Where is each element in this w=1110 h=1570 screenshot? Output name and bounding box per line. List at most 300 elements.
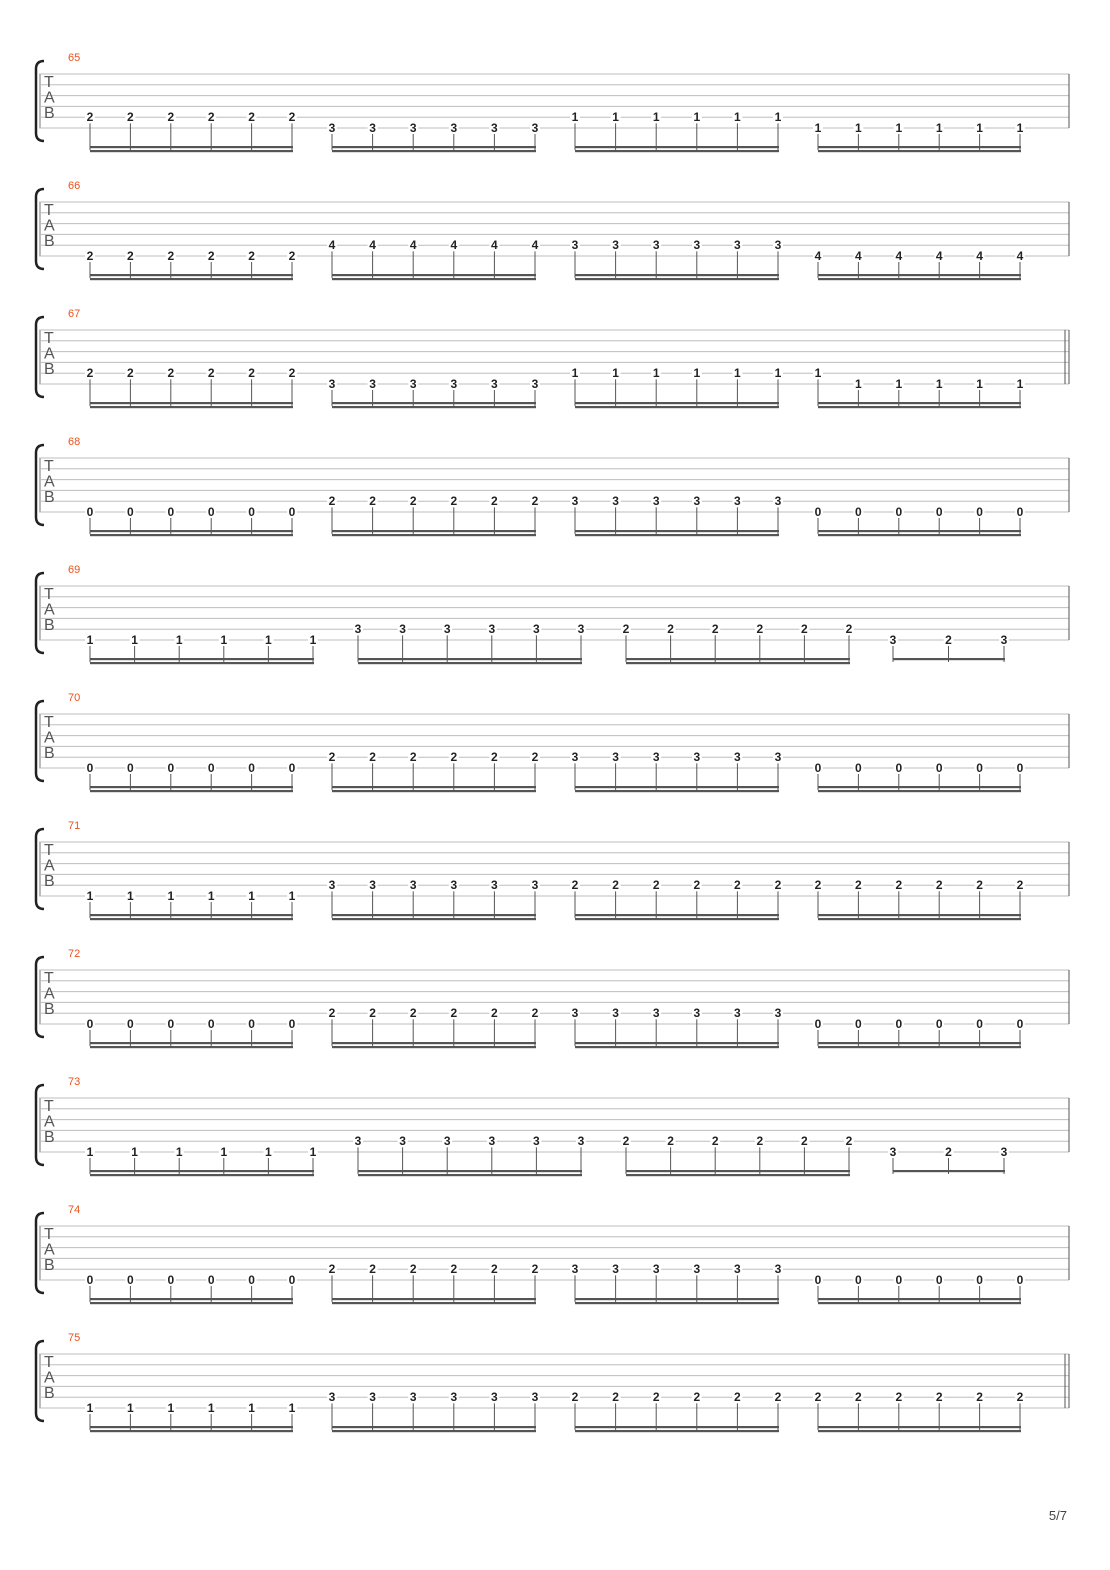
fret-number: 1 xyxy=(127,1401,134,1415)
tab-clef-letter: A xyxy=(44,345,55,363)
fret-number: 2 xyxy=(248,110,255,125)
fret-number: 3 xyxy=(693,750,701,765)
fret-number: 2 xyxy=(976,878,983,893)
fret-number: 3 xyxy=(734,238,741,253)
fret-number: 1 xyxy=(86,889,94,903)
fret-number: 2 xyxy=(711,1134,719,1149)
beam xyxy=(90,918,293,920)
fret-number: 3 xyxy=(774,1006,782,1021)
fret-number: 2 xyxy=(450,1006,458,1021)
fret-number: 0 xyxy=(935,761,943,775)
fret-number: 3 xyxy=(734,1006,741,1021)
fret-number: 1 xyxy=(309,633,317,647)
beam xyxy=(332,278,536,280)
fret-number: 3 xyxy=(450,878,458,893)
fret-number: 3 xyxy=(450,377,458,391)
fret-number: 1 xyxy=(976,121,983,135)
fret-number: 2 xyxy=(935,878,943,893)
beam xyxy=(575,274,779,276)
fret-number: 2 xyxy=(288,110,296,125)
fret-number: 2 xyxy=(622,1134,630,1149)
fret-number: 3 xyxy=(531,121,539,135)
fret-number: 3 xyxy=(328,1390,336,1405)
fret-number: 4 xyxy=(855,249,862,263)
fret-number: 1 xyxy=(935,377,943,391)
fret-number: 4 xyxy=(976,249,983,263)
fret-number: 1 xyxy=(127,889,134,903)
fret-number: 3 xyxy=(533,1134,540,1149)
fret-number: 1 xyxy=(855,121,862,135)
tab-clef-letter: B xyxy=(44,489,55,506)
fret-number: 1 xyxy=(612,110,619,125)
fret-number: 1 xyxy=(571,366,579,381)
beam xyxy=(332,406,536,408)
fret-number: 3 xyxy=(652,750,660,765)
fret-number: 0 xyxy=(207,505,215,519)
tab-clef-letter: B xyxy=(44,1257,55,1274)
fret-number: 2 xyxy=(409,750,417,765)
fret-number: 0 xyxy=(855,505,862,519)
beam xyxy=(332,1298,536,1300)
fret-number: 2 xyxy=(814,878,822,893)
fret-number: 3 xyxy=(652,238,660,253)
fret-number: 1 xyxy=(207,1401,215,1415)
fret-number: 3 xyxy=(571,1262,579,1277)
fret-number: 1 xyxy=(167,1401,175,1415)
fret-number: 2 xyxy=(571,878,579,893)
beam xyxy=(90,1042,293,1044)
fret-number: 4 xyxy=(328,238,336,253)
fret-number: 1 xyxy=(652,110,660,125)
beam xyxy=(332,1042,536,1044)
fret-number: 2 xyxy=(127,110,134,125)
fret-number: 3 xyxy=(491,878,498,893)
fret-number: 3 xyxy=(612,1262,619,1277)
tab-clef-letter: A xyxy=(44,601,55,619)
fret-number: 1 xyxy=(1016,121,1024,135)
beam xyxy=(575,918,779,920)
beam xyxy=(332,790,536,792)
beam xyxy=(332,146,536,148)
beam xyxy=(90,662,314,664)
fret-number: 0 xyxy=(86,1273,94,1287)
fret-number: 0 xyxy=(167,1273,175,1287)
fret-number: 3 xyxy=(734,750,741,765)
fret-number: 1 xyxy=(895,377,903,391)
beam xyxy=(358,658,582,660)
tab-clef-letter: B xyxy=(44,1385,55,1402)
fret-number: 4 xyxy=(814,249,822,263)
tab-system xyxy=(36,1076,1069,1176)
fret-number: 1 xyxy=(612,366,619,381)
fret-number: 3 xyxy=(693,1006,701,1021)
tab-clef-letter: T xyxy=(44,714,54,731)
fret-number: 3 xyxy=(652,494,660,509)
fret-number: 1 xyxy=(1016,377,1024,391)
fret-number: 3 xyxy=(889,1145,897,1159)
beam xyxy=(332,1046,536,1048)
fret-number: 3 xyxy=(450,121,458,135)
beam xyxy=(575,1046,779,1048)
tab-clef-letter: B xyxy=(44,1129,55,1146)
fret-number: 0 xyxy=(167,761,175,775)
fret-number: 3 xyxy=(1000,633,1008,647)
beam xyxy=(332,786,536,788)
tab-clef-letter: A xyxy=(44,89,55,107)
beam xyxy=(893,1170,1005,1172)
beam xyxy=(575,1302,779,1304)
fret-number: 0 xyxy=(248,761,255,775)
fret-number: 4 xyxy=(935,249,943,263)
fret-number: 3 xyxy=(399,622,406,637)
fret-number: 1 xyxy=(86,1145,94,1159)
fret-number: 1 xyxy=(734,366,741,381)
fret-number: 1 xyxy=(248,1401,255,1415)
beam xyxy=(818,918,1021,920)
fret-number: 2 xyxy=(248,249,255,263)
fret-number: 2 xyxy=(774,878,782,893)
fret-number: 2 xyxy=(801,622,808,637)
tab-system xyxy=(36,436,1069,536)
fret-number: 0 xyxy=(895,1273,903,1287)
beam xyxy=(332,914,536,916)
fret-number: 0 xyxy=(895,505,903,519)
fret-number: 2 xyxy=(450,750,458,765)
beam xyxy=(332,402,536,404)
fret-number: 2 xyxy=(531,1006,539,1021)
beam xyxy=(90,402,293,404)
fret-number: 2 xyxy=(531,494,539,509)
fret-number: 2 xyxy=(612,878,619,893)
fret-number: 3 xyxy=(774,750,782,765)
fret-number: 3 xyxy=(443,1134,451,1149)
fret-number: 3 xyxy=(571,238,579,253)
fret-number: 1 xyxy=(935,121,943,135)
measure-number: 73 xyxy=(68,1076,81,1088)
measure-number: 70 xyxy=(68,692,81,704)
beam xyxy=(626,1170,850,1172)
fret-number: 3 xyxy=(531,377,539,391)
tab-clef-letter: A xyxy=(44,985,55,1003)
fret-number: 3 xyxy=(693,1262,701,1277)
fret-number: 2 xyxy=(86,249,94,263)
beam xyxy=(575,790,779,792)
fret-number: 0 xyxy=(127,761,134,775)
tab-system xyxy=(36,692,1069,792)
fret-number: 0 xyxy=(248,505,255,519)
fret-number: 2 xyxy=(855,1390,862,1405)
beam xyxy=(818,406,1021,408)
page-number: 5/7 xyxy=(1048,1508,1067,1523)
fret-number: 2 xyxy=(895,878,903,893)
fret-number: 1 xyxy=(207,889,215,903)
fret-number: 2 xyxy=(895,1390,903,1405)
fret-number: 3 xyxy=(369,878,376,893)
beam xyxy=(818,1042,1021,1044)
tab-clef-letter: A xyxy=(44,857,55,875)
tab-clef-letter: T xyxy=(44,1354,54,1371)
beam xyxy=(358,1170,582,1172)
fret-number: 0 xyxy=(167,505,175,519)
fret-number: 2 xyxy=(409,1262,417,1277)
fret-number: 0 xyxy=(207,1017,215,1031)
beam xyxy=(818,1430,1021,1432)
fret-number: 1 xyxy=(167,889,175,903)
tab-clef-letter: B xyxy=(44,361,55,378)
fret-number: 3 xyxy=(328,878,336,893)
tab-clef-letter: B xyxy=(44,745,55,762)
fret-number: 3 xyxy=(652,1262,660,1277)
fret-number: 2 xyxy=(207,366,215,381)
beam xyxy=(818,914,1021,916)
fret-number: 2 xyxy=(693,1390,701,1405)
fret-number: 3 xyxy=(774,238,782,253)
fret-number: 0 xyxy=(855,761,862,775)
beam xyxy=(332,274,536,276)
fret-number: 2 xyxy=(774,1390,782,1405)
beam xyxy=(575,1298,779,1300)
fret-number: 3 xyxy=(612,494,619,509)
fret-number: 3 xyxy=(354,1134,362,1149)
tab-clef-letter: A xyxy=(44,1241,55,1259)
beam xyxy=(575,406,779,408)
measure-number: 66 xyxy=(68,180,81,192)
fret-number: 1 xyxy=(265,633,272,647)
fret-number: 1 xyxy=(265,1145,272,1159)
fret-number: 3 xyxy=(734,494,741,509)
fret-number: 2 xyxy=(845,622,853,637)
fret-number: 1 xyxy=(288,889,296,903)
fret-number: 3 xyxy=(409,1390,417,1405)
beam xyxy=(575,1042,779,1044)
tab-clef-letter: A xyxy=(44,1113,55,1131)
fret-number: 1 xyxy=(131,1145,138,1159)
fret-number: 3 xyxy=(612,1006,619,1021)
fret-number: 0 xyxy=(814,1017,822,1031)
measure-number: 67 xyxy=(68,308,81,320)
tab-clef-letter: T xyxy=(44,1098,54,1115)
beam xyxy=(818,1302,1021,1304)
fret-number: 3 xyxy=(491,377,498,391)
fret-number: 2 xyxy=(450,494,458,509)
tab-clef-letter: T xyxy=(44,1226,54,1243)
fret-number: 0 xyxy=(86,761,94,775)
beam xyxy=(626,662,850,664)
fret-number: 2 xyxy=(622,622,630,637)
fret-number: 2 xyxy=(86,110,94,125)
beam xyxy=(575,914,779,916)
fret-number: 4 xyxy=(369,238,376,253)
measure-number: 75 xyxy=(68,1332,81,1344)
fret-number: 3 xyxy=(409,878,417,893)
fret-number: 2 xyxy=(976,1390,983,1405)
fret-number: 3 xyxy=(409,121,417,135)
beam xyxy=(575,786,779,788)
measure-number: 68 xyxy=(68,436,81,448)
fret-number: 2 xyxy=(652,878,660,893)
beam xyxy=(626,1174,850,1176)
fret-number: 1 xyxy=(86,633,94,647)
fret-number: 3 xyxy=(571,494,579,509)
beam xyxy=(358,662,582,664)
fret-number: 1 xyxy=(976,377,983,391)
fret-number: 1 xyxy=(571,110,579,125)
fret-number: 2 xyxy=(756,622,764,637)
fret-number: 2 xyxy=(945,1145,952,1159)
fret-number: 3 xyxy=(571,750,579,765)
fret-number: 2 xyxy=(127,249,134,263)
fret-number: 0 xyxy=(935,505,943,519)
tab-clef-letter: A xyxy=(44,1369,55,1387)
tab-clef-letter: T xyxy=(44,970,54,987)
fret-number: 0 xyxy=(207,1273,215,1287)
fret-number: 3 xyxy=(734,1262,741,1277)
beam xyxy=(90,1298,293,1300)
fret-number: 3 xyxy=(612,750,619,765)
tab-clef-letter: T xyxy=(44,74,54,91)
fret-number: 0 xyxy=(288,1273,296,1287)
fret-number: 2 xyxy=(450,1262,458,1277)
fret-number: 3 xyxy=(577,1134,585,1149)
fret-number: 2 xyxy=(491,750,498,765)
beam xyxy=(90,1302,293,1304)
beam xyxy=(90,1430,293,1432)
fret-number: 4 xyxy=(1016,249,1024,263)
beam xyxy=(90,274,293,276)
fret-number: 3 xyxy=(328,377,336,391)
fret-number: 3 xyxy=(889,633,897,647)
fret-number: 0 xyxy=(814,1273,822,1287)
fret-number: 2 xyxy=(571,1390,579,1405)
fret-number: 2 xyxy=(734,1390,741,1405)
fret-number: 2 xyxy=(167,110,175,125)
fret-number: 2 xyxy=(491,494,498,509)
fret-number: 2 xyxy=(369,750,376,765)
beam xyxy=(332,530,536,532)
fret-number: 2 xyxy=(801,1134,808,1149)
fret-number: 0 xyxy=(288,761,296,775)
fret-number: 2 xyxy=(288,249,296,263)
fret-number: 3 xyxy=(612,238,619,253)
fret-number: 2 xyxy=(86,366,94,381)
fret-number: 4 xyxy=(531,238,539,253)
beam xyxy=(575,402,779,404)
fret-number: 2 xyxy=(288,366,296,381)
beam xyxy=(90,914,293,916)
fret-number: 1 xyxy=(693,366,701,381)
fret-number: 0 xyxy=(288,505,296,519)
fret-number: 0 xyxy=(248,1017,255,1031)
beam xyxy=(332,1426,536,1428)
beam xyxy=(818,530,1021,532)
measure-number: 72 xyxy=(68,948,81,960)
fret-number: 1 xyxy=(86,1401,94,1415)
fret-number: 0 xyxy=(1016,1017,1024,1031)
tab-system xyxy=(36,948,1069,1048)
fret-number: 0 xyxy=(935,1273,943,1287)
beam xyxy=(818,274,1021,276)
fret-number: 0 xyxy=(814,505,822,519)
fret-number: 2 xyxy=(369,1006,376,1021)
fret-number: 0 xyxy=(1016,1273,1024,1287)
fret-number: 2 xyxy=(855,878,862,893)
fret-number: 2 xyxy=(652,1390,660,1405)
fret-number: 2 xyxy=(693,878,701,893)
fret-number: 3 xyxy=(577,622,585,637)
fret-number: 3 xyxy=(443,622,451,637)
fret-number: 0 xyxy=(1016,761,1024,775)
fret-number: 1 xyxy=(814,366,822,381)
fret-number: 1 xyxy=(855,377,862,391)
beam xyxy=(818,1046,1021,1048)
fret-number: 1 xyxy=(652,366,660,381)
measure-number: 71 xyxy=(68,820,81,832)
beam xyxy=(332,150,536,152)
beam xyxy=(90,150,293,152)
fret-number: 3 xyxy=(450,1390,458,1405)
beam xyxy=(575,150,779,152)
fret-number: 1 xyxy=(774,110,782,125)
fret-number: 1 xyxy=(309,1145,317,1159)
fret-number: 3 xyxy=(488,1134,496,1149)
fret-number: 1 xyxy=(220,633,228,647)
fret-number: 4 xyxy=(409,238,417,253)
beam xyxy=(90,658,314,660)
fret-number: 2 xyxy=(167,249,175,263)
fret-number: 2 xyxy=(207,110,215,125)
fret-number: 1 xyxy=(175,633,183,647)
fret-number: 2 xyxy=(667,1134,674,1149)
beam xyxy=(90,786,293,788)
fret-number: 3 xyxy=(531,878,539,893)
tab-system xyxy=(36,52,1069,152)
fret-number: 1 xyxy=(131,633,138,647)
beam xyxy=(575,1426,779,1428)
fret-number: 1 xyxy=(175,1145,183,1159)
fret-number: 1 xyxy=(693,110,701,125)
fret-number: 0 xyxy=(976,1017,983,1031)
beam xyxy=(332,1430,536,1432)
beam xyxy=(90,1174,314,1176)
beam xyxy=(90,530,293,532)
fret-number: 0 xyxy=(86,1017,94,1031)
fret-number: 0 xyxy=(855,1017,862,1031)
fret-number: 3 xyxy=(354,622,362,637)
beam xyxy=(90,1426,293,1428)
fret-number: 2 xyxy=(491,1006,498,1021)
fret-number: 4 xyxy=(491,238,498,253)
fret-number: 1 xyxy=(814,121,822,135)
fret-number: 2 xyxy=(328,1262,336,1277)
fret-number: 2 xyxy=(756,1134,764,1149)
fret-number: 2 xyxy=(167,366,175,381)
fret-number: 3 xyxy=(693,494,701,509)
beam xyxy=(818,278,1021,280)
tab-clef-letter: T xyxy=(44,202,54,219)
tab-system xyxy=(36,820,1069,920)
fret-number: 1 xyxy=(220,1145,228,1159)
fret-number: 2 xyxy=(814,1390,822,1405)
fret-number: 0 xyxy=(976,1273,983,1287)
beam xyxy=(818,534,1021,536)
tab-clef-letter: B xyxy=(44,617,55,634)
fret-number: 3 xyxy=(409,377,417,391)
fret-number: 2 xyxy=(667,622,674,637)
fret-number: 2 xyxy=(328,750,336,765)
fret-number: 3 xyxy=(571,1006,579,1021)
fret-number: 1 xyxy=(774,366,782,381)
fret-number: 1 xyxy=(895,121,903,135)
